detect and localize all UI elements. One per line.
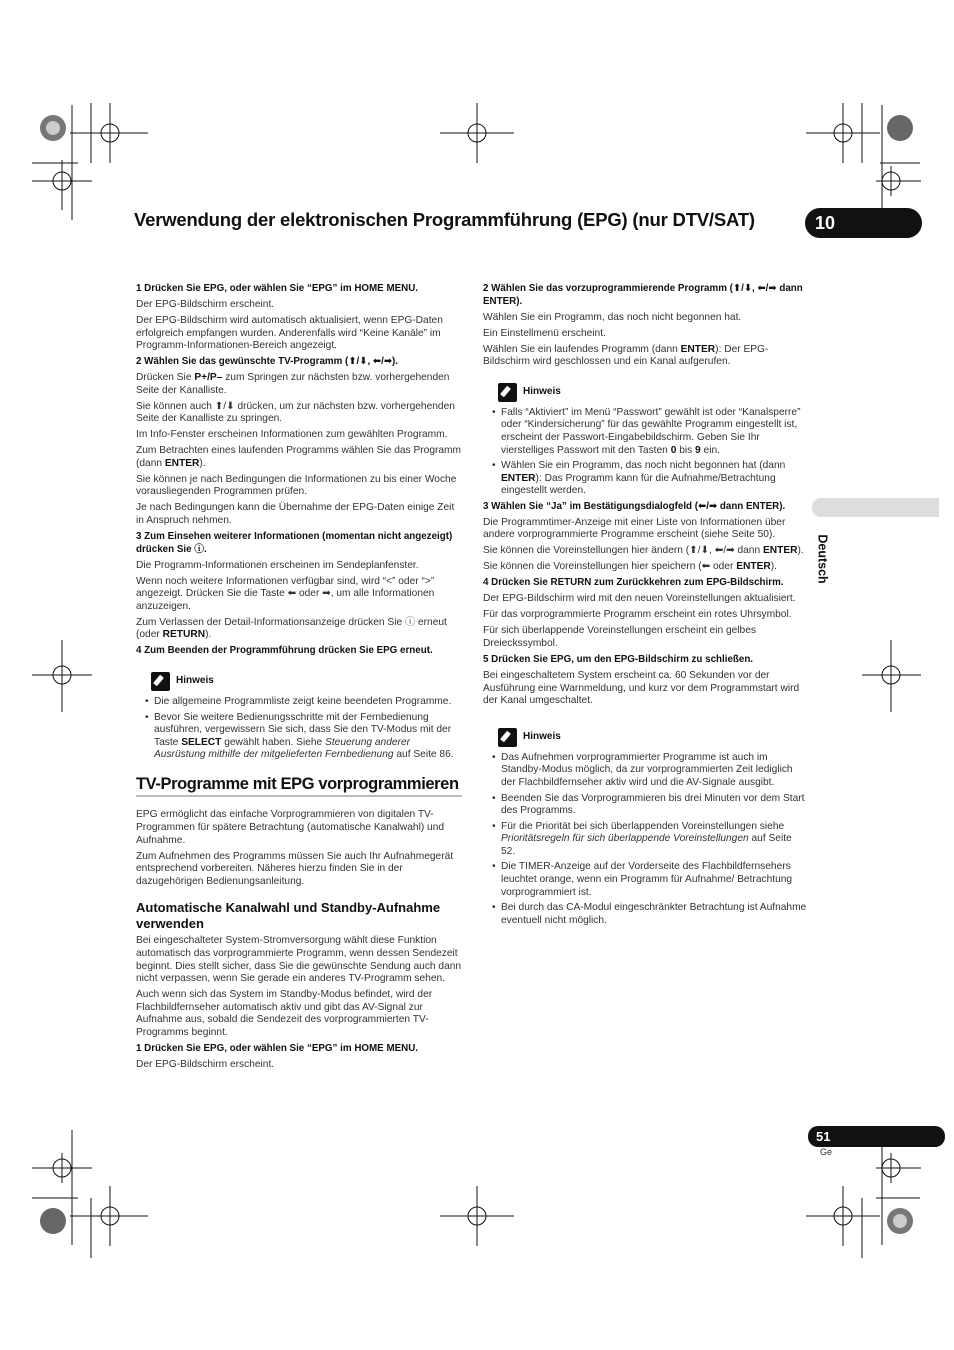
paragraph: Je nach Bedingungen kann die Übernahme der EPG-Daten einige Zeit in Anspruch nehmen.: [136, 502, 455, 527]
chapter-number-badge: 10: [805, 208, 922, 238]
paragraph: Sie können die Voreinstellungen hier speichern (⬅ oder ENTER).: [483, 561, 777, 573]
paragraph: Zum Aufnehmen des Programms müssen Sie auch Ihr Aufnahmegerät entsprechend vorbereiten. Näheres hierzu finden Sie in der dazugehörigen Bedienungsanleitung.: [136, 850, 454, 887]
list-item: • Bevor Sie weitere Bedienungsschritte mit der Fernbedienung ausführen, vergewissern Sie sich, dass Sie den TV-Modus mit der Taste SELECT gewählt haben. Siehe Steuerung anderer Ausrüstung mithilfe der mitgelieferten Fernbedienung auf Seite 86.: [154, 712, 462, 762]
list-item: • Bei durch das CA-Modul eingeschränkter Betrachtung ist Aufnahme eventuell nicht möglich.: [501, 902, 808, 927]
language-side-tab: [812, 498, 939, 517]
paragraph: Ein Einstellmenü erscheint.: [483, 327, 606, 339]
paragraph: Für das vorprogrammierte Programm erscheint ein rotes Uhrsymbol.: [483, 609, 792, 621]
paragraph: Auch wenn sich das System im Standby-Modus befindet, wird der Flachbildfernseher automatisch aktiv und gibt das AV-Signal zur Aufnahme aus, sobald die Sendezeit des vorprogrammierten TV-Programms beginnt.: [136, 989, 433, 1038]
paragraph: Zum Verlassen der Detail-Informationsanzeige drücken Sie ⓘ erneut (oder RETURN).: [136, 616, 447, 641]
paragraph: Wählen Sie ein Programm, das noch nicht begonnen hat.: [483, 311, 742, 323]
step-heading: 2 Wählen Sie das gewünschte TV-Programm (⬆/⬇, ⬅/➡).: [136, 356, 399, 368]
list-item: • Beenden Sie das Vorprogrammieren bis drei Minuten vor dem Start des Programms.: [501, 793, 808, 818]
right-column: [483, 283, 808, 930]
note-heading: Hinweis: [498, 728, 808, 747]
paragraph: Bei eingeschalteter System-Stromversorgung wählt diese Funktion automatisch das vorprogrammierte Programm, wenn dessen Sendezeit beginnt. Dies stellt sicher, dass Sie die gewünschte Sendung auch dann nicht verpassen, wenn Sie gerade ein anderes TV-Programm sehen.: [136, 935, 462, 985]
paragraph: Die Programmtimer-Anzeige mit einer Liste von Informationen über andere vorprogrammierte Programme erscheint (siehe Seite 50).: [483, 516, 786, 541]
paragraph: Der EPG-Bildschirm wird automatisch aktualisiert, wenn EPG-Daten erfolgreich empfangen wurden. Anderenfalls wird “Keine Kanäle” im Programm-Informationen-Bereich angezeigt.: [136, 314, 443, 352]
page-title: Verwendung der elektronischen Programmführung (EPG) (nur DTV/SAT): [134, 209, 755, 230]
paragraph: Die Programm-Informationen erscheinen im Sendeplanfenster.: [136, 559, 419, 571]
step-heading: 1 Drücken Sie EPG, oder wählen Sie “EPG” im HOME MENU.: [136, 1042, 419, 1054]
note-heading: Hinweis: [498, 383, 808, 402]
paragraph: Für sich überlappende Voreinstellungen erscheint ein gelbes Dreieckssymbol.: [483, 625, 756, 649]
paragraph: Bei eingeschaltetem System erscheint ca. 60 Sekunden vor der Ausführung eine Warnmeldung, und kurz vor dem Programmstart wird der Kanal umgeschaltet.: [483, 669, 800, 707]
language-code: Ge: [820, 1147, 833, 1157]
list-item: • Für die Priorität bei sich überlappenden Voreinstellungen siehe Prioritätsregeln für sich überlappende Voreinstellungen auf Seite 52.: [501, 821, 808, 859]
list-item: • Falls “Aktiviert” im Menü “Passwort” gewählt ist oder “Kanalsperre” oder “Kindersicherung” für das gewählte Programm eingestellt ist, erscheint der Passwort-Eingabebildschirm. Geben Sie Ihr vierstelliges Passwort mit den Tasten 0 bis 9 ein.: [501, 407, 808, 457]
paragraph: Wenn noch weitere Informationen verfügbar sind, wird “<” oder “>” angezeigt. Drücken Sie die Taste ⬅ oder ➡, um alle Informationen anzuzeigen.: [136, 575, 435, 612]
paragraph: Zum Betrachten eines laufenden Programms wählen Sie das Programm (dann ENTER).: [136, 445, 462, 469]
list-item: • Die TIMER-Anzeige auf der Vorderseite des Flachbildfernsehers leuchtet orange, wenn ein Programm für Aufnahme/ Betrachtung vorprogrammiert ist.: [501, 861, 808, 899]
paragraph: Wählen Sie ein laufendes Programm (dann ENTER): Der EPG-Bildschirm wird geschlossen und ein Kanal aufgerufen.: [483, 343, 769, 368]
page-number-badge: 51: [808, 1126, 945, 1147]
step-heading: 4 Zum Beenden der Programmführung drücken Sie EPG erneut.: [136, 645, 433, 657]
step-heading: 5 Drücken Sie EPG, um den EPG-Bildschirm zu schließen.: [483, 653, 754, 665]
note-list: [483, 752, 808, 928]
step-heading: 3 Wählen Sie “Ja” im Bestätigungsdialogfeld (⬅/➡ dann ENTER).: [483, 500, 786, 512]
step-heading: 4 Drücken Sie RETURN zum Zurückkehren zum EPG-Bildschirm.: [483, 577, 784, 589]
left-column: [136, 283, 462, 1075]
paragraph: Drücken Sie P+/P– zum Springen zur nächsten bzw. vorhergehenden Seite der Kanalliste.: [136, 372, 450, 396]
step-heading: 1 Drücken Sie EPG, oder wählen Sie “EPG” im HOME MENU.: [136, 283, 419, 294]
paragraph: Der EPG-Bildschirm wird mit den neuen Voreinstellungen aktualisiert.: [483, 593, 796, 605]
section-heading: TV-Programme mit EPG vorprogrammieren: [136, 774, 459, 793]
paragraph: Der EPG-Bildschirm erscheint.: [136, 298, 275, 310]
subsection-heading: Automatische Kanalwahl und Standby-Aufnahme verwenden: [136, 900, 441, 931]
step-heading: 3 Zum Einsehen weiterer Informationen (momentan nicht angezeigt) drücken Sie ⓘ.: [136, 531, 453, 555]
paragraph: Sie können auch ⬆/⬇ drücken, um zur nächsten bzw. vorhergehenden Seite der Kanalliste zu springen.: [136, 400, 455, 425]
note-heading: Hinweis: [151, 672, 462, 691]
note-list: [483, 407, 808, 498]
note-list: [136, 696, 462, 762]
paragraph: Sie können die Voreinstellungen hier ändern (⬆/⬇, ⬅/➡ dann ENTER).: [483, 545, 804, 557]
pencil-note-icon: [498, 728, 517, 747]
pencil-note-icon: [151, 672, 170, 691]
section-divider: [136, 795, 462, 797]
list-item: • Die allgemeine Programmliste zeigt keine beendeten Programme.: [154, 696, 462, 709]
paragraph: Sie können je nach Bedingungen die Informationen zu bis einer Woche vorausliegenden Programmen prüfen.: [136, 473, 457, 498]
pencil-note-icon: [498, 383, 517, 402]
list-item: • Wählen Sie ein Programm, das noch nicht begonnen hat (dann ENTER): Das Programm kann für die Aufnahme/Betrachtung eingestellt werden.: [501, 460, 808, 498]
paragraph: EPG ermöglicht das einfache Vorprogrammieren von digitalen TV-Programmen für spätere Betrachtung (automatische Kanalwahl) und Aufnahme.: [136, 809, 445, 846]
step-heading: 2 Wählen Sie das vorzuprogrammierende Programm (⬆/⬇, ⬅/➡ dann ENTER).: [483, 283, 803, 307]
paragraph: Im Info-Fenster erscheinen Informationen zum gewählten Programm.: [136, 429, 448, 441]
list-item: • Das Aufnehmen vorprogrammierter Programme ist auch im Standby-Modus möglich, da zur vorprogrammierten Zeit lediglich der Flachbildfernseher aktiv wird und die AV-Signale ausgibt.: [501, 752, 808, 790]
language-side-label: Deutsch: [815, 534, 830, 584]
paragraph: Der EPG-Bildschirm erscheint.: [136, 1058, 275, 1070]
